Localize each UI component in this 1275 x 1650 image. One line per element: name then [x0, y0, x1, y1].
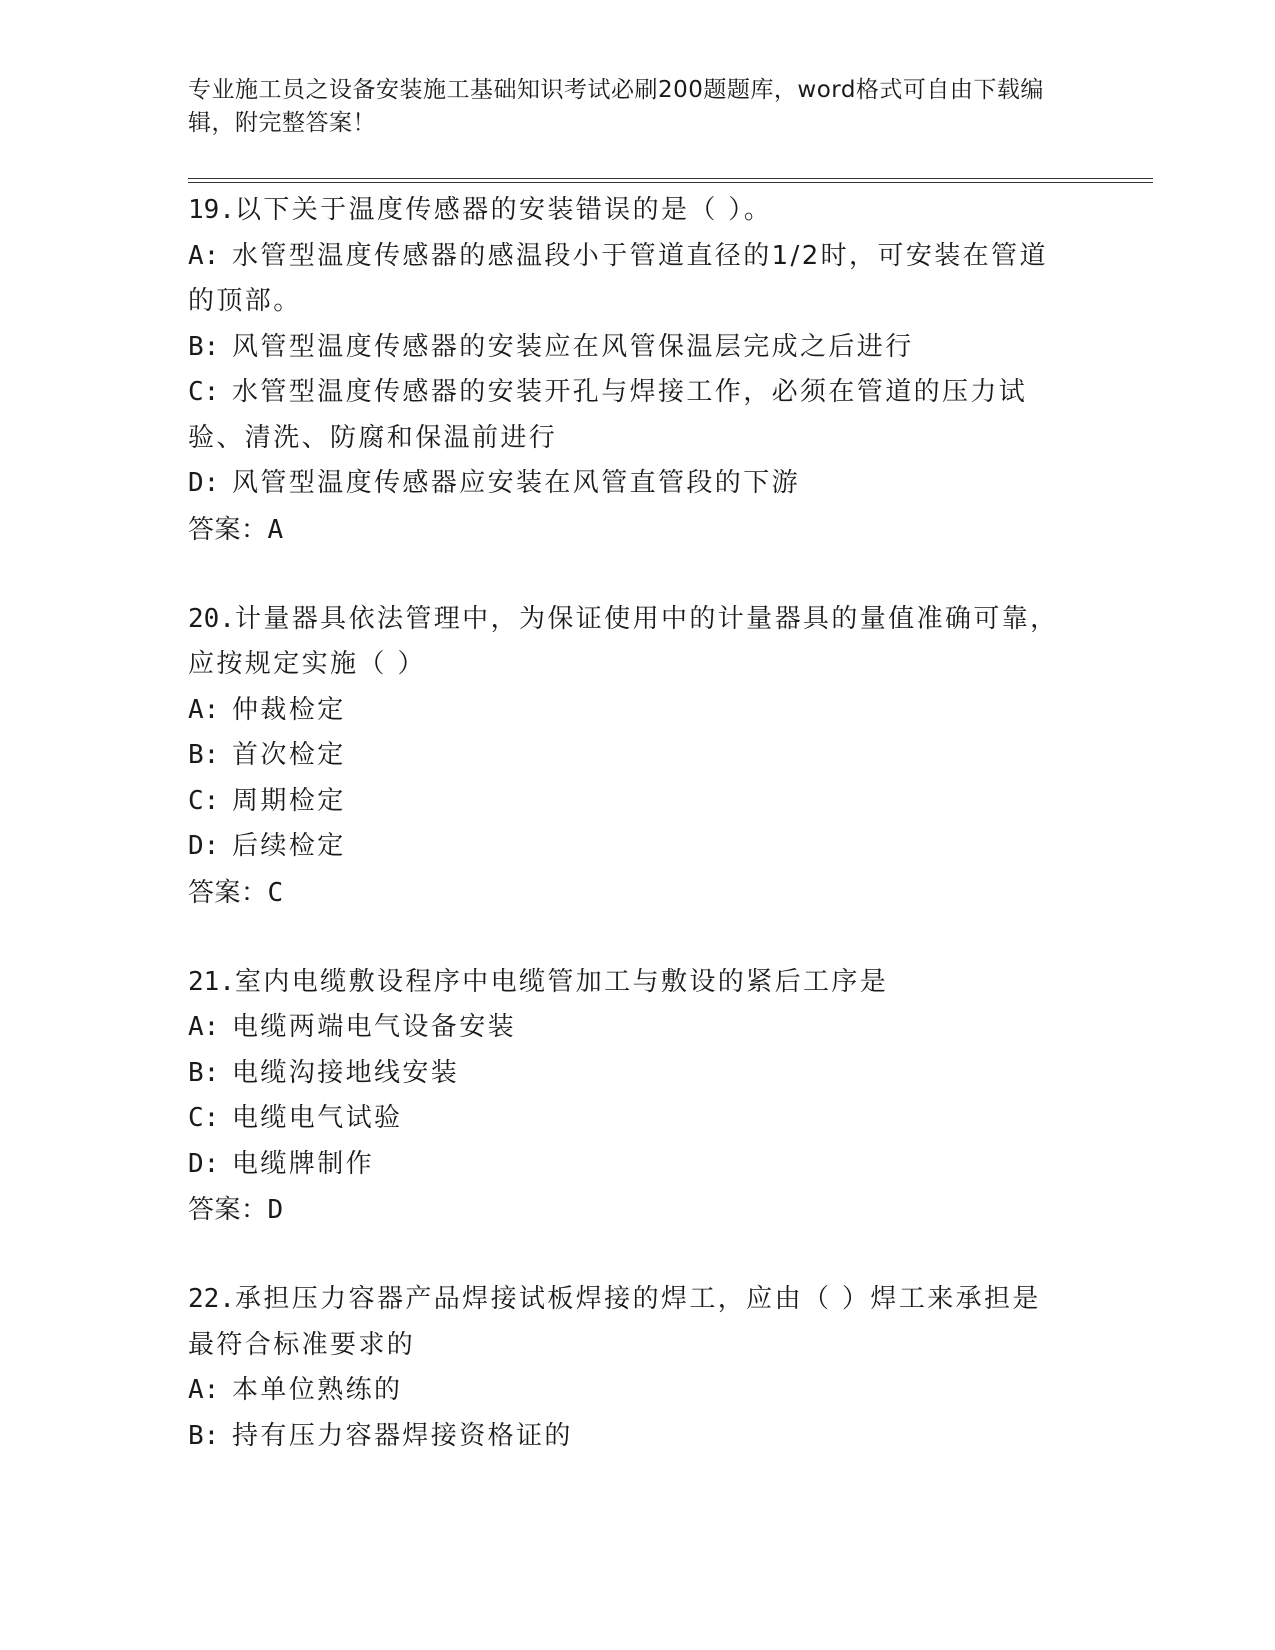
option-key: C: [188, 1103, 220, 1133]
option-key: C: [188, 377, 220, 407]
answer-option [188, 1414, 1068, 1460]
question-block [188, 1277, 1068, 1459]
question-block [188, 597, 1068, 916]
option-text: 电缆沟接地线安装 [232, 1057, 460, 1088]
answer-option [188, 1096, 1068, 1142]
answer-option [188, 1368, 1068, 1414]
option-text: 风管型温度传感器应安装在风管直管段的下游 [232, 468, 801, 498]
answer-option [188, 461, 1068, 507]
option-key: B: [188, 1420, 220, 1451]
option-key: A: [188, 694, 220, 725]
document-page [188, 0, 1148, 1650]
answer-value: A [267, 514, 284, 545]
question-text: 计量器具依法管理中，为保证使用中的计量器具的量值准确可靠，应按规定实施（ ） [188, 603, 1059, 679]
question-stem [188, 188, 1068, 234]
option-text: 周期检定 [232, 785, 346, 816]
answer-option [188, 234, 1068, 325]
option-key: A: [188, 240, 220, 271]
question-stem [188, 597, 1068, 688]
question-block [188, 960, 1068, 1234]
question-block [188, 188, 1068, 553]
question-text: 以下关于温度传感器的安装错误的是（ ）。 [234, 195, 773, 225]
option-text: 水管型温度传感器的安装开孔与焊接工作，必须在管道的压力试验、清洗、防腐和保温前进行 [188, 377, 1028, 453]
option-key: A: [188, 1012, 220, 1042]
option-key: A: [188, 1375, 220, 1405]
question-list [188, 188, 1068, 1503]
option-text: 本单位熟练的 [232, 1375, 403, 1405]
option-key: D: [188, 468, 220, 498]
answer-value: C [267, 877, 284, 908]
answer-option [188, 688, 1068, 734]
answer-line [188, 1187, 1068, 1233]
question-number: 19. [188, 195, 235, 225]
answer-option [188, 1051, 1068, 1097]
option-key: B: [188, 740, 220, 770]
question-number: 22. [188, 1284, 235, 1314]
document-header: 专业施工员之设备安装施工基础知识考试必刷200题题库，word格式可自由下载编辑，附完整答案！ [188, 77, 1044, 136]
option-key: B: [188, 331, 220, 362]
option-text: 仲裁检定 [232, 694, 346, 725]
answer-option [188, 779, 1068, 825]
answer-line [188, 507, 1068, 553]
answer-option [188, 370, 1068, 461]
option-key: D: [188, 831, 220, 861]
option-key: D: [188, 1148, 220, 1179]
option-key: C: [188, 785, 220, 816]
answer-option [188, 733, 1068, 779]
option-key: B: [188, 1057, 220, 1088]
option-text: 电缆两端电气设备安装 [232, 1012, 517, 1042]
question-text: 承担压力容器产品焊接试板焊接的焊工，应由（ ）焊工来承担是最符合标准要求的 [188, 1284, 1041, 1360]
answer-line [188, 870, 1068, 916]
option-text: 持有压力容器焊接资格证的 [232, 1420, 573, 1451]
question-number: 20. [188, 603, 235, 634]
answer-option [188, 1005, 1068, 1051]
question-stem [188, 960, 1068, 1006]
answer-option [188, 325, 1068, 371]
option-text: 水管型温度传感器的感温段小于管道直径的1/2时，可安装在管道的顶部。 [188, 240, 1048, 316]
header-double-rule [188, 178, 1153, 183]
answer-value: D [267, 1195, 284, 1225]
question-text: 室内电缆敷设程序中电缆管加工与敷设的紧后工序是 [234, 966, 889, 997]
option-text: 后续检定 [232, 831, 346, 861]
answer-label: 答案： [188, 1195, 268, 1225]
question-stem [188, 1277, 1068, 1368]
answer-option [188, 1142, 1068, 1188]
answer-option [188, 824, 1068, 870]
option-text: 首次检定 [232, 740, 346, 770]
question-number: 21. [188, 966, 235, 997]
option-text: 风管型温度传感器的安装应在风管保温层完成之后进行 [232, 331, 914, 362]
option-text: 电缆牌制作 [232, 1148, 375, 1179]
answer-label: 答案： [188, 514, 268, 545]
option-text: 电缆电气试验 [232, 1103, 403, 1133]
answer-label: 答案： [188, 877, 268, 908]
